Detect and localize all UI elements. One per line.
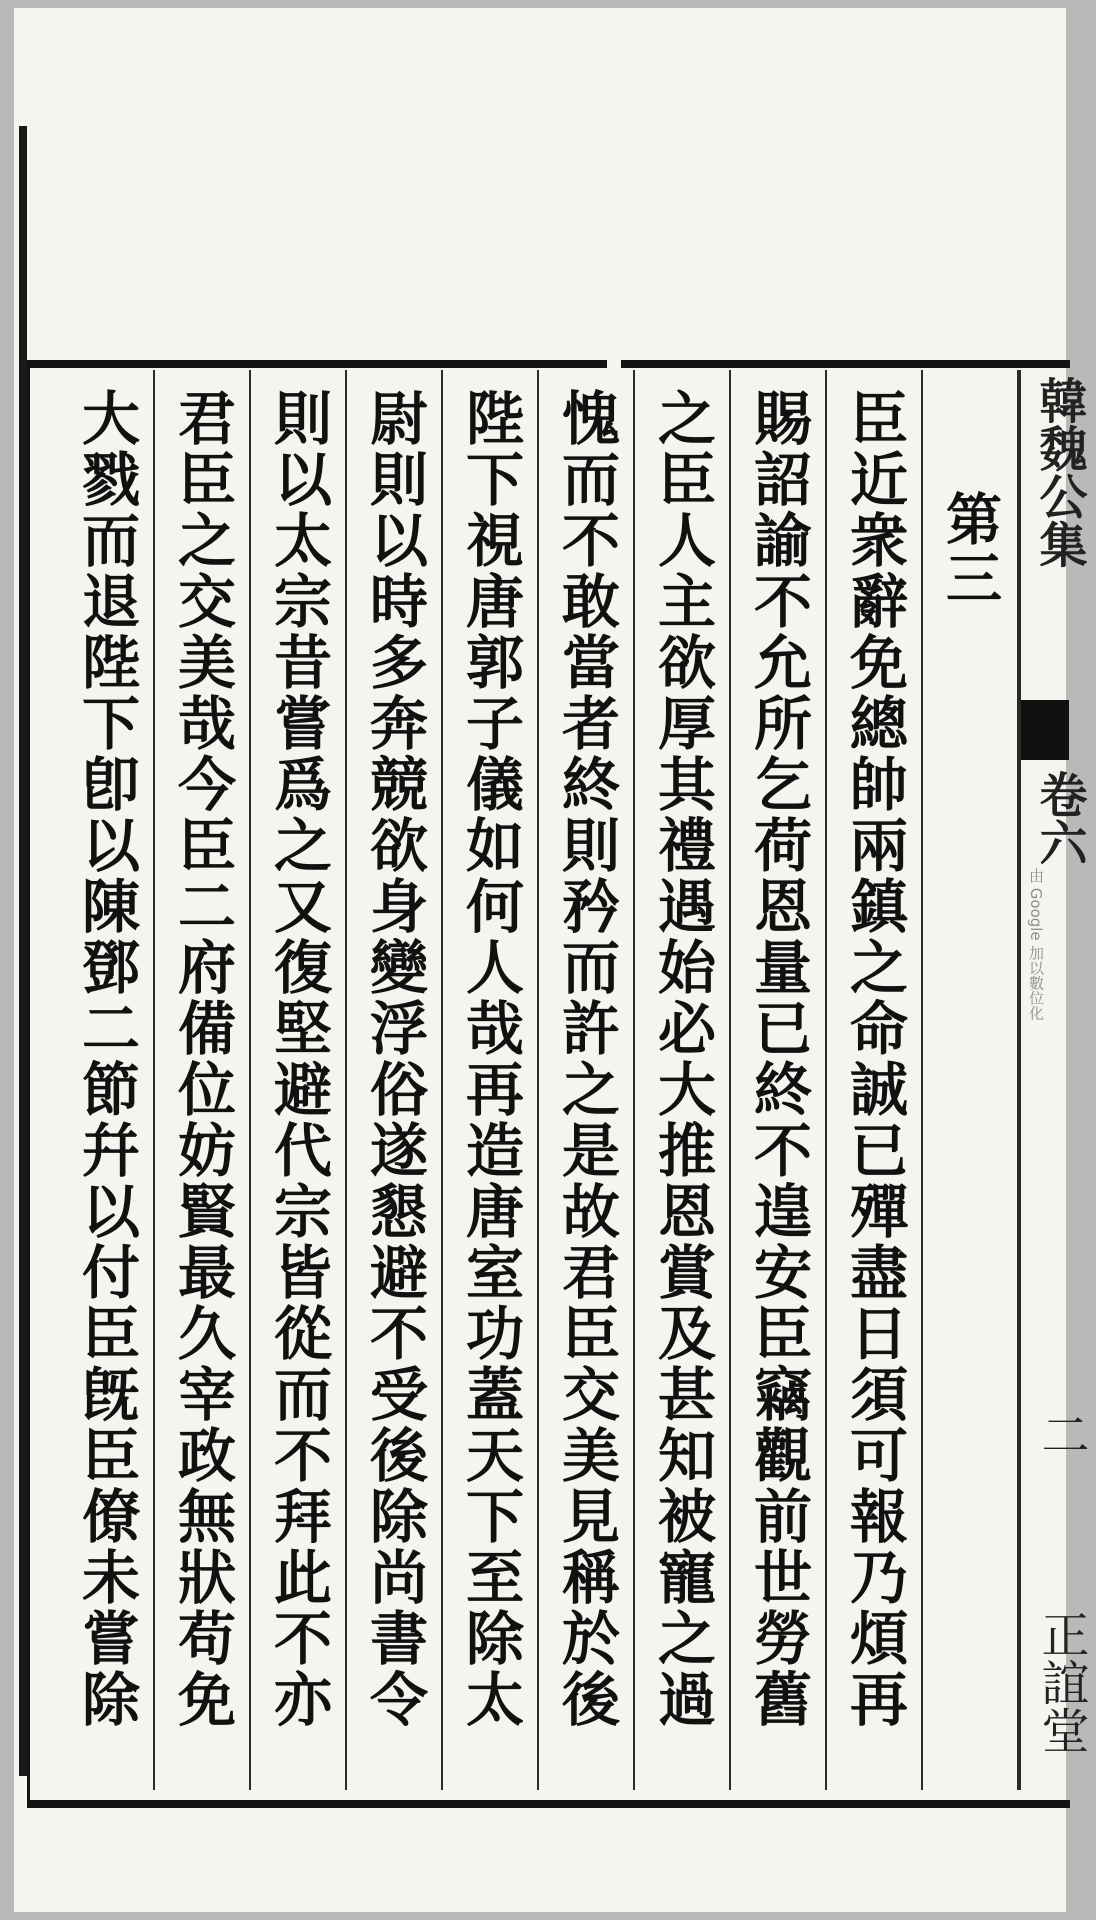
column-text: 大戮而退陛下卽以陳鄧二節幷以付臣旣臣僚未嘗除 [72,388,140,1730]
column-text: 陛下視唐郭子儀如何人哉再造唐室功蓋天下至除太 [456,388,524,1730]
section-heading: 第三 [937,490,1003,608]
spine-publisher: 正誼堂 [1033,1610,1089,1754]
fishtail-mark [1021,700,1069,760]
frame-break [607,360,621,370]
page-spine [1019,370,1089,1790]
text-column-7 [251,370,347,1790]
column-text: 臣近衆辭免總帥兩鎮之命誠已殫盡日須可報乃煩再 [840,388,908,1730]
spine-volume: 卷六 [1031,770,1087,866]
heading-column [923,370,1019,1790]
text-column-8 [155,370,251,1790]
column-text: 愧而不敢當者終則矜而許之是故君臣交美見稱於後 [552,388,620,1730]
book-page [14,8,1089,1912]
column-text: 賜詔諭不允所乞荷恩量已終不遑安臣竊觀前世勞舊 [744,388,812,1730]
left-margin-rule [19,126,27,1776]
column-text: 君臣之交美哉今臣二府備位妨賢最久宰政無狀苟免 [168,388,236,1730]
text-column-1 [827,370,923,1790]
column-text: 之臣人主欲厚其禮遇始必大推恩賞及甚知被寵之過 [648,388,716,1730]
spine-book-title: 韓魏公集 [1031,376,1087,568]
text-column-3 [635,370,731,1790]
text-column-4 [539,370,635,1790]
text-column-5 [443,370,539,1790]
column-text: 尉則以時多奔競欲身變浮俗遂懇避不受後除尚書令 [360,388,428,1730]
text-column-2 [731,370,827,1790]
text-column-6 [347,370,443,1790]
column-text: 則以太宗昔嘗爲之又復堅避代宗皆從而不拜此不亦 [264,388,332,1730]
digitization-watermark: 由 Google 加以數位化 [1027,868,1045,1021]
text-column-9 [59,370,155,1790]
spine-page-number: 二 [1033,1410,1089,1458]
